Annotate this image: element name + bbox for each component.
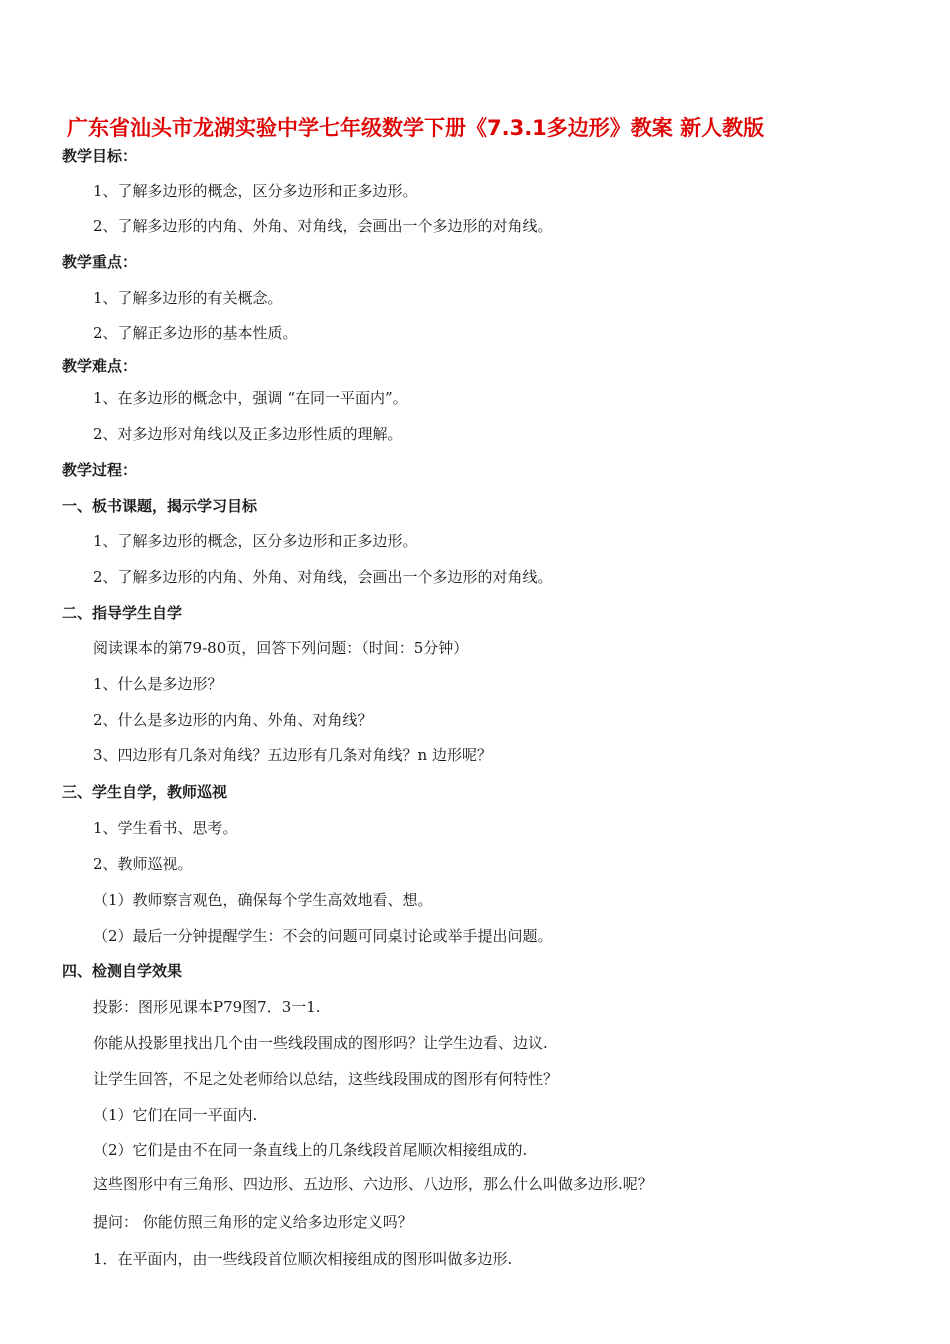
section-heading: 教学目标： [62,147,138,165]
paragraph: 2、了解多边形的内角、外角、对角线，会画出一个多边形的对角线。 [93,217,553,235]
document-title: 广东省汕头市龙湖实验中学七年级数学下册《7.3.1多边形》教案 新人教版 [67,116,765,140]
paragraph: 2、什么是多边形的内角、外角、对角线？ [93,711,373,729]
paragraph: 1、了解多边形的有关概念。 [93,289,283,307]
paragraph: 让学生回答，不足之处老师给以总结，这些线段围成的图形有何特性？ [93,1070,559,1088]
paragraph: 你能从投影里找出几个由一些线段围成的图形吗？让学生边看、边议. [93,1034,548,1052]
paragraph: （1）它们在同一平面内. [93,1106,258,1124]
section-heading: 教学过程： [62,461,138,479]
paragraph: （1）教师察言观色，确保每个学生高效地看、想。 [93,891,433,909]
paragraph: 1．在平面内，由一些线段首位顺次相接组成的图形叫做多边形. [93,1250,513,1268]
paragraph: 1、了解多边形的概念，区分多边形和正多边形。 [93,532,418,550]
paragraph: 这些图形中有三角形、四边形、五边形、六边形、八边形，那么什么叫做多边形.呢？ [93,1175,653,1193]
paragraph: 1、什么是多边形？ [93,675,223,693]
paragraph: （2）它们是由不在同一条直线上的几条线段首尾顺次相接组成的. [93,1141,528,1159]
paragraph: 1、了解多边形的概念，区分多边形和正多边形。 [93,182,418,200]
paragraph: 提问： 你能仿照三角形的定义给多边形定义吗？ [93,1213,413,1231]
section-heading: 教学难点： [62,357,138,375]
paragraph: 阅读课本的第79-80页，回答下列问题：（时间：5分钟） [93,639,469,657]
section-heading: 四、检测自学效果 [62,962,183,980]
section-heading: 教学重点： [62,253,138,271]
section-heading: 一、板书课题，揭示学习目标 [62,497,258,515]
paragraph: 投影：图形见课本P79图7．3一1. [93,998,321,1016]
paragraph: 2、了解正多边形的基本性质。 [93,324,298,342]
paragraph: 1、学生看书、思考。 [93,819,238,837]
paragraph: 2、教师巡视。 [93,855,193,873]
paragraph: （2）最后一分钟提醒学生：不会的问题可同桌讨论或举手提出问题。 [93,927,553,945]
paragraph: 1、在多边形的概念中，强调 “在同一平面内”。 [93,389,408,407]
paragraph: 3、四边形有几条对角线？五边形有几条对角线？n 边形呢？ [93,746,492,764]
paragraph: 2、了解多边形的内角、外角、对角线，会画出一个多边形的对角线。 [93,568,553,586]
section-heading: 三、学生自学，教师巡视 [62,783,228,801]
paragraph: 2、对多边形对角线以及正多边形性质的理解。 [93,425,403,443]
section-heading: 二、指导学生自学 [62,604,183,622]
